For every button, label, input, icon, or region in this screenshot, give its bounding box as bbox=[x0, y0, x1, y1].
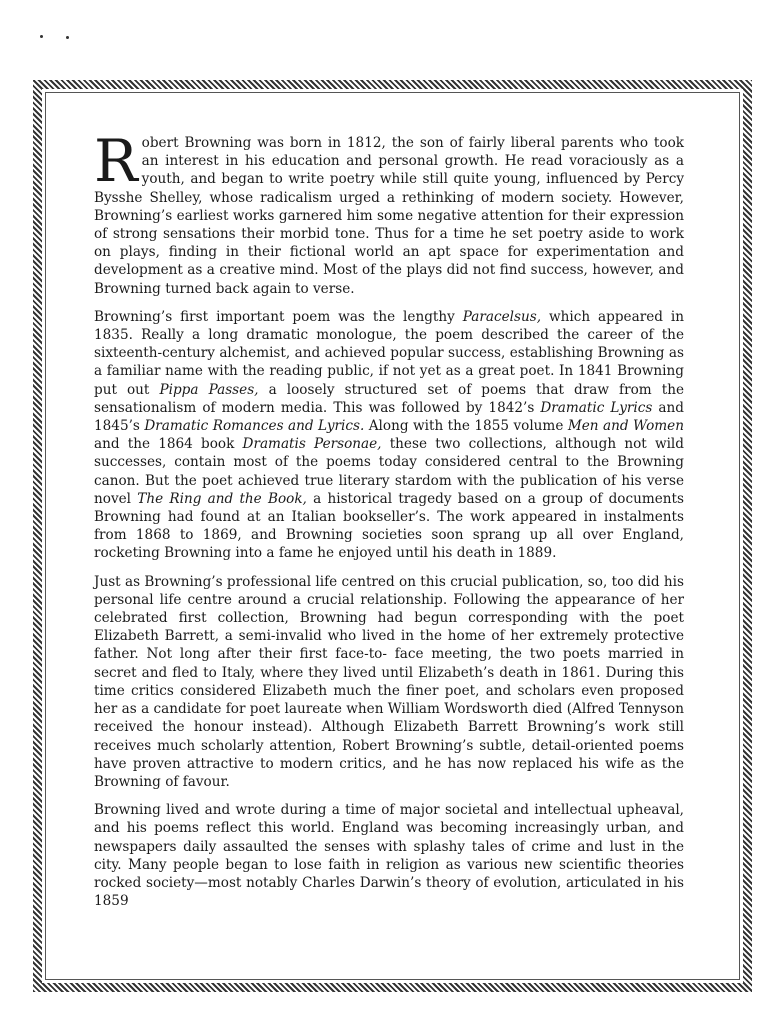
scan-speck bbox=[40, 35, 43, 38]
italic-title: Dramatic Romances and Lyrics. bbox=[144, 418, 365, 435]
text-run: these two collections, although not wild successes, contain most of the poems today considered central to the Browning canon. But the poet achieved true literary stardom with the publication of his verse novel bbox=[94, 436, 684, 507]
paragraph-1 bbox=[94, 127, 684, 298]
text-run: and the 1864 book bbox=[94, 436, 243, 453]
text-run: Browning’s first important poem was the lengthy bbox=[94, 308, 463, 325]
paragraph-4 bbox=[94, 801, 684, 910]
italic-title: Men and Women bbox=[567, 418, 684, 435]
text-run: obert Browning was born in 1812, the son of fairly liberal parents who took an interest in his education and personal growth. He read voraciously as a youth, and began to write poetry while still quite young, influenced by Percy Bysshe Shelley, whose radicalism urged a rethinking of modern society. However, Browning’s earliest works garnered him some negative attention for their expression of strong sensations their morbid tone. Thus for a time he set poetry aside to work on plays, finding in their fictional world an apt space for experimentation and development as a creative mind. Most of the plays did not find success, however, and Browning turned back again to verse. bbox=[94, 135, 684, 297]
italic-title: Dramatic Lyrics bbox=[540, 399, 653, 416]
text-run: Browning lived and wrote during a time of major societal and intellectual upheaval, and his poems reflect this world. England was becoming increasingly urban, and newspapers daily assaulted the senses with splashy tales of crime and lust in the city. Many people began to lose faith in religion as various new scientific theories rocked society—most notably Charles Darwin’s theory of evolution, articulated in his 1859 bbox=[94, 802, 684, 910]
italic-title: Paracelsus, bbox=[462, 308, 542, 325]
text-run: a loosely structured set of poems that draw from the sensationalism of modern media. This was followed by 1842’s bbox=[94, 381, 684, 416]
text-run: which appeared in 1835. Really a long dramatic monologue, the poem described the career of the sixteenth-century alchemist, and achieved popular success, establishing Browning as a familiar name with the reading public, if not yet as a great poet. In 1841 Browning put out bbox=[94, 308, 685, 398]
text-run: Just as Browning’s professional life centred on this crucial publication, so, too did his personal life centre around a crucial relationship. Following the appearance of her celebrated first collection, Browning had begun corresponding with the poet Elizabeth Barrett, a semi-invalid who lived in the home of her extremely protective father. Not long after their first face-to- face meeting, the two poets married in secret and fled to Italy, where they lived until Elizabeth’s death in 1861. During this time critics considered Elizabeth much the finer poet, and scholars even proposed her as a candidate for poet laureate when William Wordsworth died (Alfred Tennyson received the honour instead). Although Elizabeth Barrett Browning’s work still receives much scholarly attention, Robert Browning’s subtle, detail-oriented poems have proven attractive to modern critics, and he has now replaced his wife as the Browning of favour. bbox=[94, 573, 684, 790]
italic-title: Pippa Passes, bbox=[159, 381, 259, 398]
paragraph-3 bbox=[94, 573, 684, 791]
italic-title: Dramatis Personae, bbox=[242, 436, 382, 453]
drop-cap: R bbox=[94, 127, 138, 195]
paragraph-1-body bbox=[94, 127, 684, 297]
scan-speck bbox=[66, 36, 69, 39]
biography-text bbox=[94, 127, 685, 920]
text-run: Along with the 1855 volume bbox=[364, 418, 568, 435]
paragraph-2 bbox=[94, 308, 684, 563]
italic-title: The Ring and the Book, bbox=[137, 490, 307, 507]
text-run: a historical tragedy based on a group of documents Browning had found at an Italian bookseller’s. The work appeared in instalments from 1868 to 1869, and Browning societies soon sprang up all over England, rocketing Browning into a fame he enjoyed until his death in 1889. bbox=[94, 490, 684, 562]
text-run: and 1845’s bbox=[94, 399, 684, 435]
